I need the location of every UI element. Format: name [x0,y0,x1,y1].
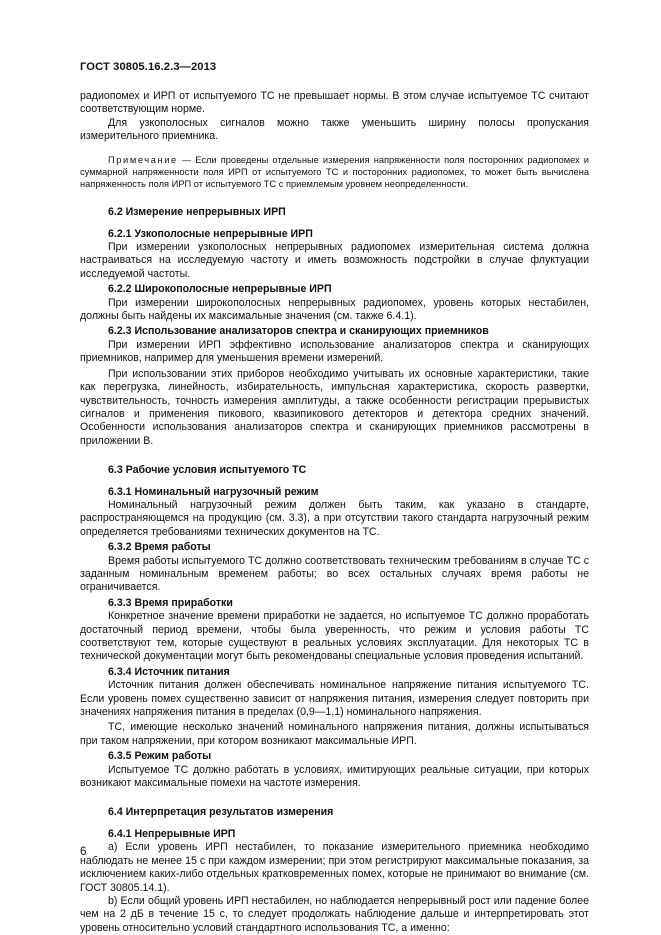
subsection-heading-6-4-1: 6.4.1 Непрерывные ИРП [108,827,236,840]
subsection-heading-6-2-1: 6.2.1 Узкополосные непрерывные ИРП [108,227,313,240]
paragraph: Номинальный нагрузочный режим должен быть таким, как указано в стандарте, распространяющемся на продукцию (см. 3.3), а при отсутствии такого стандарта нагрузочный режим определяется требованиями технических документов на ТС. [80,498,589,538]
section-heading-6-4: 6.4 Интерпретация результатов измерения [108,806,334,819]
note-text: — Если проведены отдельные измерения напряженности поля посторонних радиопомех и суммарной напряженности поля ИРП от испытуемого ТС и посторонних радиопомех, то может быть вычислена напряженность поля ИРП от испытуемого ТС с приемлемым уровнем неопределенности. [80,154,589,190]
paragraph: ТС, имеющие несколько значений номинального напряжения питания, должны испытываться при таком напряжении, при котором возникают максимальные ИРП. [80,721,589,747]
subsection-heading-6-2-2: 6.2.2 Широкополосные непрерывные ИРП [108,283,332,296]
list-item-a: а) Если уровень ИРП нестабилен, то показание измерительного приемника необходимо наблюдать не менее 15 с при каждом измерении; при этом регистрируют максимальные показания, за исключением каких-либо отдельных кратковременных помех, которые не принимают во внимание (см. ГОСТ 30805.14.1). [80,841,589,894]
page-number: 6 [80,846,87,858]
paragraph: При измерении широкополосных непрерывных радиопомех, уровень которых нестабилен, должны быть найдены их максимальные значения (см. также 6.4.1). [80,296,589,323]
document-header: ГОСТ 30805.16.2.3—2013 [80,61,217,73]
subsection-heading-6-3-1: 6.3.1 Номинальный нагрузочный режим [108,485,319,498]
subsection-heading-6-2-3: 6.2.3 Использование анализаторов спектра и сканирующих приемников [108,325,489,338]
subsection-heading-6-3-2: 6.3.2 Время работы [108,541,211,554]
paragraph: При измерении ИРП эффективно использование анализаторов спектра и сканирующих приемников, например для уменьшения времени измерений. [80,338,589,365]
paragraph: Для узкополосных сигналов можно также уменьшить ширину полосы пропускания измерительного приемника. [80,116,589,143]
subsection-heading-6-3-4: 6.3.4 Источник питания [108,665,230,678]
paragraph: Испытуемое ТС должно работать в условиях, имитирующих реальные ситуации, при которых возникают максимальные помехи на частоте измерения. [80,763,589,790]
section-heading-6-3: 6.3 Рабочие условия испытуемого ТС [108,464,307,477]
subsection-heading-6-3-5: 6.3.5 Режим работы [108,750,212,763]
paragraph: радиопомех и ИРП от испытуемого ТС не превышает нормы. В этом случае испытуемое ТС считают соответствующим норме. [80,90,589,116]
paragraph: Время работы испытуемого ТС должно соответствовать техническим требованиям в случае ТС с заданным номинальным временем работы; во всех остальных случаях время работы не ограничивается. [80,554,589,594]
list-item-b: b) Если общий уровень ИРП нестабилен, но наблюдается непрерывный рост или падение более чем на 2 дБ в течение 15 с, то следует продолжать наблюдение дальше и интерпретировать этот уровень относительно условий стандартного использования ТС, а именно: [80,894,589,934]
section-heading-6-2: 6.2 Измерение непрерывных ИРП [108,206,286,219]
paragraph: При использовании этих приборов необходимо учитывать их основные характеристики, такие как перегрузка, линейность, избирательность, импульсная характеристика, скорость развертки, чувствительность, точность измерения амплитуды, а также особенности регистрации прерывистых сигналов и применения пикового, квазипикового детекторов и детектора средних значений. Особенности использования анализаторов спектра и сканирующих приемников рассмотрены в приложении В. [80,367,589,447]
paragraph: При измерении узкополосных непрерывных радиопомех измерительная система должна настраиваться на исследуемую частоту и иметь возможность подстройки в случае флуктуации исследуемой частоты. [80,241,589,280]
subsection-heading-6-3-3: 6.3.3 Время приработки [108,596,233,609]
document-body [80,90,589,935]
note [80,154,589,191]
paragraph: Источник питания должен обеспечивать номинальное напряжение питания испытуемого ТС. Если уровень помех существенно зависит от напряжения питания, измерения следует повторить при значениях напряжения питания в пределах (0,9—1,1) номинального напряжения. [80,679,589,719]
paragraph: Конкретное значение времени приработки не задается, но испытуемое ТС должно проработать достаточный период времени, чтобы была уверенность, что режим и условия работы ТС соответствуют тем, которые существуют в реальных условиях эксплуатации. Для некоторых ТС в технической документации могут быть рекомендованы специальные условия проведения испытаний. [80,610,589,663]
note-label: Примечание [108,154,178,165]
